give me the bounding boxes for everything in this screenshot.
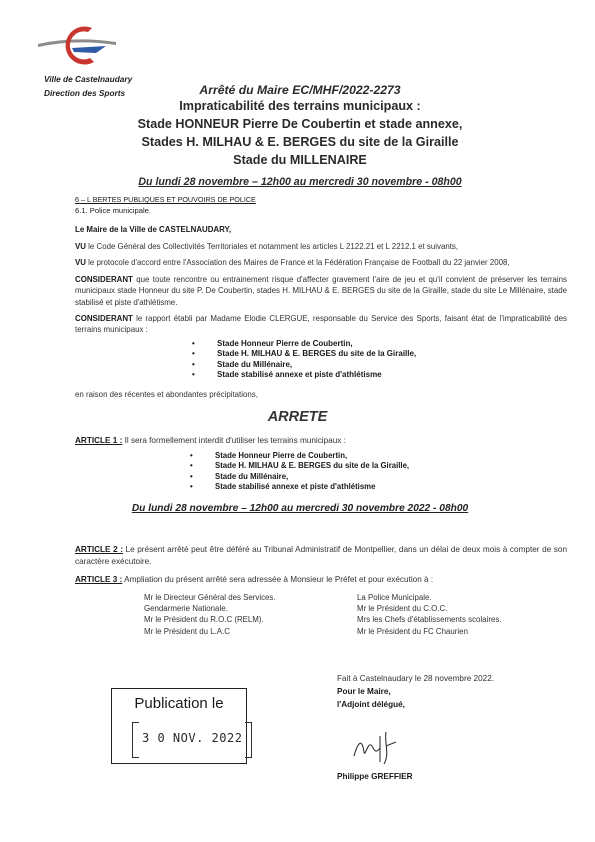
preamble-vu-1: VU le Code Général des Collectivités Territoriales et notamment les articles L 2122.21 et L 2212.1 et suivants, [75, 242, 459, 251]
list-item: • Stade H. MILHAU & E. BERGES du site de la Giraille, [215, 461, 409, 471]
castelnaudary-logo [36, 22, 118, 72]
signature-name: Philippe GREFFIER [337, 772, 413, 781]
list-item: Mr le Président du C.O.C. [357, 604, 448, 614]
decree-title-line1: Impraticabilité des terrains municipaux : [179, 99, 421, 113]
list-item: • Stade Honneur Pierre de Coubertin, [215, 451, 409, 461]
logo-blue-mark [72, 46, 106, 53]
list-item: • Stade Honneur Pierre de Coubertin, [217, 339, 416, 349]
preamble-vu-2: VU le protocole d'accord entre l'Association des Maires de France et la Fédération Française de Football du 22 janvier 2008, [75, 258, 510, 267]
decree-title-line4: Stade du MILLENAIRE [233, 153, 367, 167]
list-item: Mr le Président du R.O.C (RELM). [144, 615, 264, 625]
stamp-date: 3 0 NOV. 2022 [142, 731, 243, 745]
org-direction: Direction des Sports [44, 88, 126, 98]
list-item: • Stade stabilisé annexe et piste d'athlétisme [217, 370, 416, 380]
recipients-right [357, 592, 501, 637]
list-item: Mr le Directeur Général des Services. [144, 593, 276, 602]
list-item: Gendarmerie Nationale. [144, 604, 228, 614]
list-item: Mrs les Chefs d'établissements scolaires. [357, 615, 502, 625]
preamble-maire: Le Maire de la Ville de CASTELNAUDARY, [75, 225, 232, 234]
list-item: Mr le Président du L.A.C [144, 626, 230, 636]
section-subheading: 6.1. Police municipale. [75, 206, 151, 215]
decree-title-line2: Stade HONNEUR Pierre De Coubertin et stade annexe, [137, 117, 463, 131]
list-item: • Stade H. MILHAU & E. BERGES du site de la Giraille, [217, 349, 416, 359]
article-1-stade-list [215, 451, 409, 493]
list-item: • Stade du Millénaire, [215, 472, 409, 482]
decree-period: Du lundi 28 novembre – 12h00 au mercredi 30 novembre - 08h00 [138, 176, 462, 188]
stamp-title: Publication le [134, 695, 224, 712]
preamble-considerant-1: CONSIDERANT que toute rencontre ou entrainement risque d'affecter gravement l'aire de jeu et qu'il convient de préserver les terrains municipaux stade Honneur du site P. De Coubertin, stades H. MILHAU & E. BERGES du site de la Giraille, stade du site Le Millénaire, stade stabilisé et piste d'athlétisme. [75, 275, 567, 307]
article-1: ARTICLE 1 : Il sera formellement interdit d'utiliser les terrains municipaux : [75, 436, 346, 445]
logo-grey-band [38, 39, 116, 47]
arrete-heading: ARRETE [267, 409, 328, 425]
preamble-stade-list [217, 339, 416, 381]
list-item: Mr le Président du FC Chaurien [357, 626, 468, 636]
preamble-considerant-2: CONSIDERANT le rapport établi par Madame Elodie CLERGUE, responsable du Service des Sports, faisant état de l'impraticabilité des terrains municipaux : [75, 314, 567, 335]
logo-red-arc [66, 26, 94, 64]
publication-stamp [111, 688, 247, 764]
signature-pour: Pour le Maire, [337, 687, 391, 696]
recipients-left [144, 592, 276, 637]
list-item: • Stade stabilisé annexe et piste d'athlétisme [215, 482, 409, 492]
org-city: Ville de Castelnaudary [44, 74, 133, 84]
article-1-period: Du lundi 28 novembre – 12h00 au mercredi 30 novembre 2022 - 08h00 [131, 503, 469, 514]
section-heading: 6 – L BERTES PUBLIQUES ET POUVOIRS DE POLICE [75, 195, 256, 204]
handwritten-signature [350, 728, 412, 768]
list-item: La Police Municipale. [357, 593, 432, 602]
decree-reference: Arrêté du Maire EC/MHF/2022-2273 [199, 83, 401, 97]
article-3: ARTICLE 3 : Ampliation du présent arrêté sera adressée à Monsieur le Préfet et pour exécution à : [75, 575, 434, 584]
signature-place-date: Fait à Castelnaudary le 28 novembre 2022. [337, 674, 495, 683]
decree-title-line3: Stades H. MILHAU & E. BERGES du site de la Giraille [141, 135, 459, 149]
article-2: ARTICLE 2 : Le présent arrêté peut être déféré au Tribunal Administratif de Montpellier, dans un délai de deux mois à compter de son caractère exécutoire. [75, 545, 567, 566]
signature-adjoint: l'Adjoint délégué, [337, 700, 405, 709]
preamble-raison: en raison des récentes et abondantes précipitations, [75, 390, 258, 399]
list-item: • Stade du Millénaire, [217, 360, 416, 370]
